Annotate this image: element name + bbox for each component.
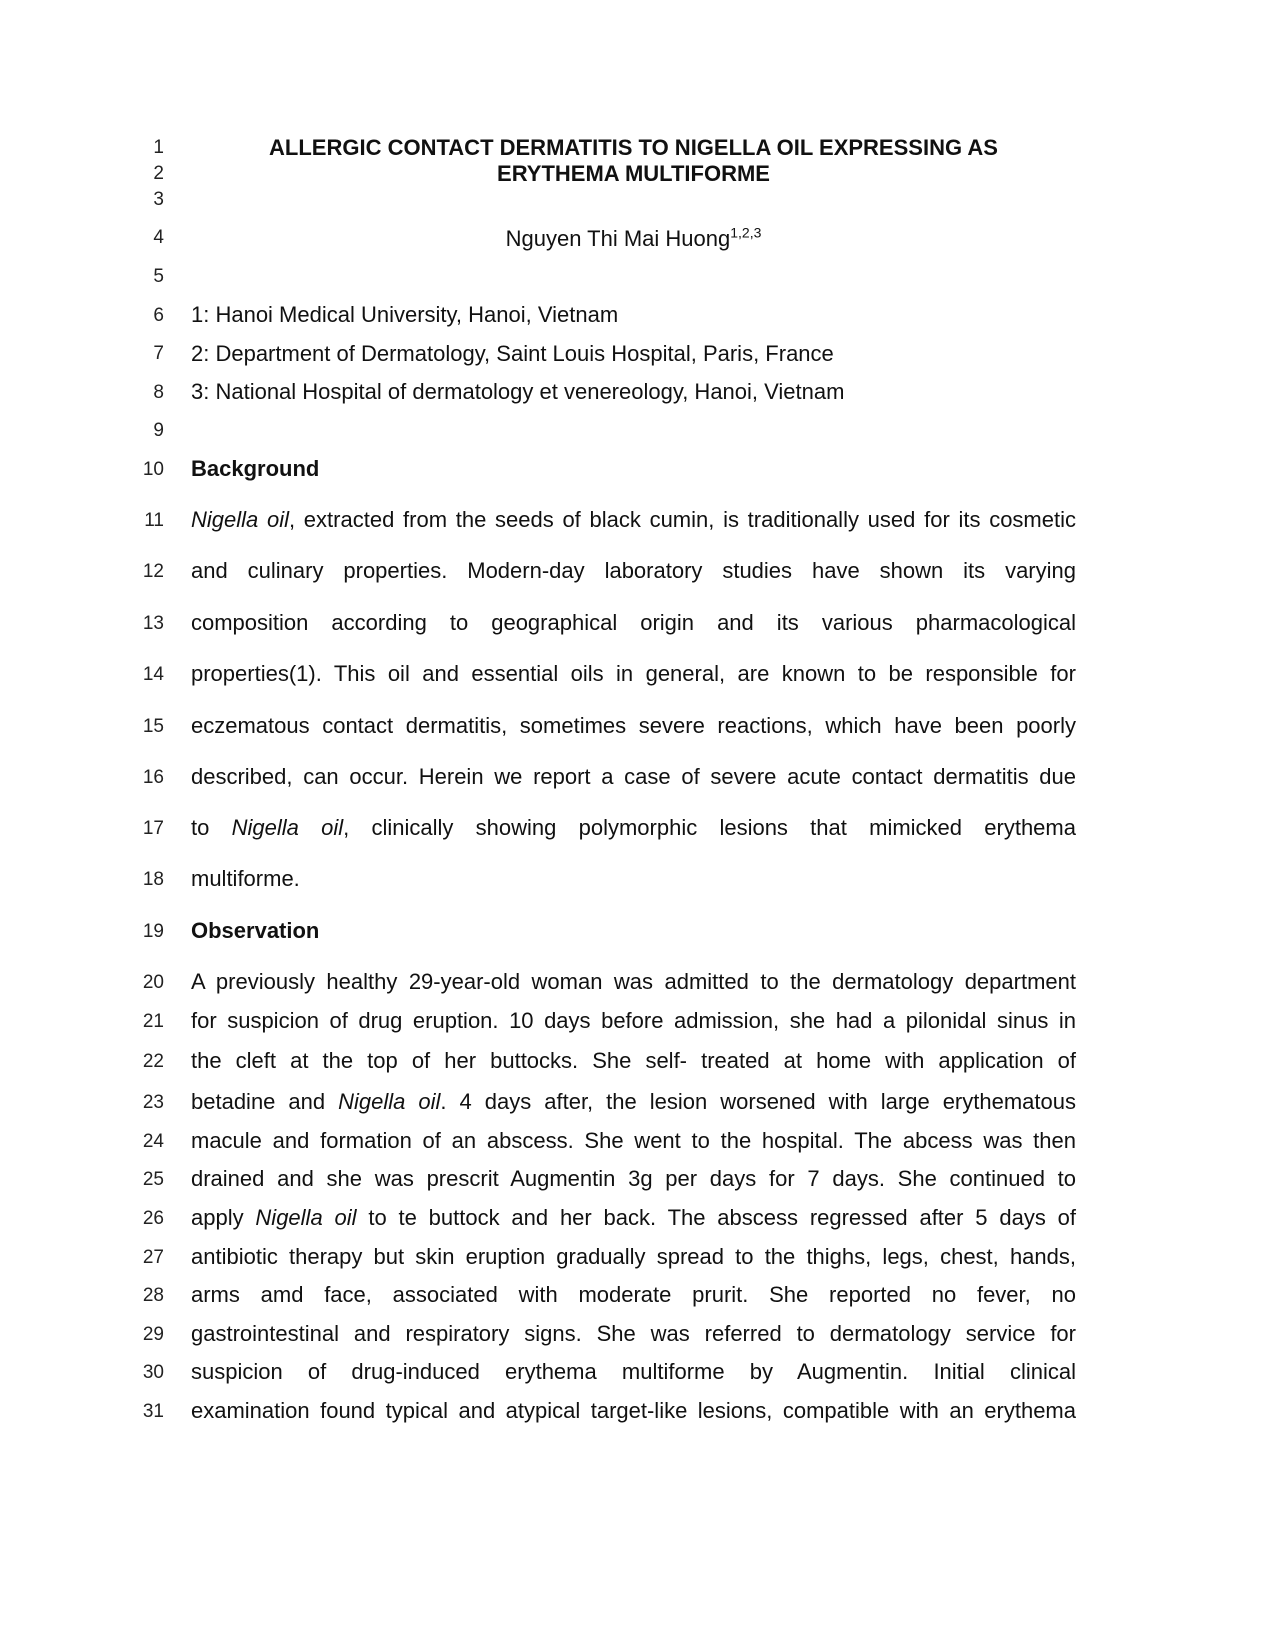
body-text: to te buttock and her back. The abscess regressed after 5 days of xyxy=(368,1205,1076,1230)
body-line xyxy=(191,1205,1076,1231)
line-number: 7 xyxy=(153,343,164,364)
line-number: 24 xyxy=(142,1131,164,1152)
body-line: described, can occur. Herein we report a case of severe acute contact dermatitis due xyxy=(191,764,1076,789)
body-line: properties(1). This oil and essential oils in general, are known to be responsible for xyxy=(191,661,1076,686)
line-number: 20 xyxy=(142,972,164,993)
body-line: arms amd face, associated with moderate prurit. She reported no fever, no xyxy=(191,1282,1076,1307)
italic-term: Nigella oil xyxy=(255,1205,357,1230)
body-text: betadine and xyxy=(191,1089,326,1114)
body-line: the cleft at the top of her buttocks. She self- treated at home with application of xyxy=(191,1048,1076,1073)
affiliation: 2: Department of Dermatology, Saint Louis Hospital, Paris, France xyxy=(191,341,834,366)
line-number: 23 xyxy=(142,1092,164,1113)
line-number: 27 xyxy=(142,1247,164,1268)
italic-term: Nigella oil xyxy=(231,815,344,840)
section-heading-observation: Observation xyxy=(191,918,320,943)
body-line xyxy=(191,507,1076,533)
line-number: 30 xyxy=(142,1362,164,1383)
line-number: 9 xyxy=(153,420,164,441)
body-line: macule and formation of an abscess. She went to the hospital. The abcess was then xyxy=(191,1128,1076,1153)
line-number: 14 xyxy=(142,664,164,685)
body-line: gastrointestinal and respiratory signs. She was referred to dermatology service for xyxy=(191,1321,1076,1346)
body-line: A previously healthy 29-year-old woman was admitted to the dermatology department xyxy=(191,969,1076,994)
line-number: 29 xyxy=(142,1324,164,1345)
line-number: 4 xyxy=(153,227,164,248)
paper-title-line-1: ALLERGIC CONTACT DERMATITIS TO NIGELLA OIL EXPRESSING AS xyxy=(269,135,998,160)
line-number: 18 xyxy=(142,869,164,890)
line-number: 3 xyxy=(153,189,164,210)
line-number: 1 xyxy=(153,137,164,158)
body-line: drained and she was prescrit Augmentin 3g per days for 7 days. She continued to xyxy=(191,1166,1076,1191)
body-line: suspicion of drug-induced erythema multiforme by Augmentin. Initial clinical xyxy=(191,1359,1076,1384)
section-heading-background: Background xyxy=(191,456,320,481)
line-number: 28 xyxy=(142,1285,164,1306)
body-line: composition according to geographical origin and its various pharmacological xyxy=(191,610,1076,635)
line-number: 13 xyxy=(142,613,164,634)
body-text: . 4 days after, the lesion worsened with large erythematous xyxy=(440,1089,1076,1114)
affiliation: 1: Hanoi Medical University, Hanoi, Vietnam xyxy=(191,302,619,327)
body-line: multiforme. xyxy=(191,866,300,891)
line-number: 10 xyxy=(142,459,164,480)
body-text: to xyxy=(191,815,210,840)
body-line: examination found typical and atypical target-like lesions, compatible with an erythema xyxy=(191,1398,1076,1423)
line-number: 15 xyxy=(142,716,164,737)
line-number: 12 xyxy=(142,561,164,582)
paper-title-line-2: ERYTHEMA MULTIFORME xyxy=(497,161,770,186)
italic-term: Nigella oil xyxy=(338,1089,441,1114)
body-line xyxy=(191,815,1076,841)
body-line xyxy=(191,1089,1076,1115)
line-number: 22 xyxy=(142,1051,164,1072)
line-number: 25 xyxy=(142,1169,164,1190)
author-affiliation-marks: 1,2,3 xyxy=(730,224,762,241)
body-text: , extracted from the seeds of black cumin, is traditionally used for its cosmetic xyxy=(288,507,1076,532)
line-number: 21 xyxy=(142,1011,164,1032)
body-line: antibiotic therapy but skin eruption gradually spread to the thighs, legs, chest, hands, xyxy=(191,1244,1076,1269)
line-number: 17 xyxy=(142,818,164,839)
line-number: 19 xyxy=(142,921,164,942)
body-text: apply xyxy=(191,1205,244,1230)
body-line: and culinary properties. Modern-day laboratory studies have shown its varying xyxy=(191,558,1076,583)
line-number: 5 xyxy=(153,266,164,287)
line-number: 31 xyxy=(142,1401,164,1422)
author xyxy=(191,226,1076,252)
line-number: 8 xyxy=(153,382,164,403)
author-name: Nguyen Thi Mai Huong xyxy=(505,226,731,251)
line-number: 11 xyxy=(144,510,164,531)
body-text: , clinically showing polymorphic lesions that mimicked erythema xyxy=(343,815,1076,840)
body-line: for suspicion of drug eruption. 10 days before admission, she had a pilonidal sinus in xyxy=(191,1008,1076,1033)
italic-term: Nigella oil xyxy=(191,507,289,532)
line-number: 16 xyxy=(142,767,164,788)
line-number: 2 xyxy=(153,163,164,184)
body-line: eczematous contact dermatitis, sometimes severe reactions, which have been poorly xyxy=(191,713,1076,738)
line-number: 6 xyxy=(153,305,164,326)
line-number: 26 xyxy=(142,1208,164,1229)
affiliation: 3: National Hospital of dermatology et venereology, Hanoi, Vietnam xyxy=(191,379,845,404)
